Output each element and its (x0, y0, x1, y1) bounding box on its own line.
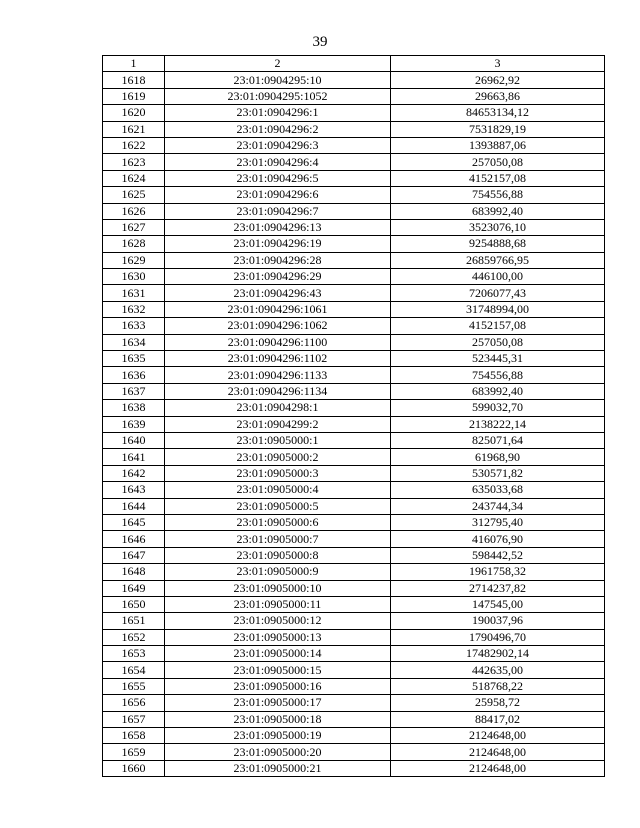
value-cell: 257050,08 (391, 334, 605, 350)
table-row (103, 711, 605, 727)
row-number-cell: 1637 (103, 383, 165, 399)
value-cell: 147545,00 (391, 596, 605, 612)
table-body (103, 72, 605, 777)
cadastral-value-table (102, 55, 605, 777)
row-number-cell: 1632 (103, 301, 165, 317)
row-number-cell: 1622 (103, 137, 165, 153)
cadastral-number-cell: 23:01:0905000:15 (165, 662, 391, 678)
row-number-cell: 1648 (103, 564, 165, 580)
value-cell: 61968,90 (391, 449, 605, 465)
row-number-cell: 1656 (103, 695, 165, 711)
table-row (103, 334, 605, 350)
table-row (103, 498, 605, 514)
table-row (103, 301, 605, 317)
table-row (103, 449, 605, 465)
column-header-3: 3 (391, 56, 605, 72)
cadastral-number-cell: 23:01:0905000:14 (165, 646, 391, 662)
row-number-cell: 1659 (103, 744, 165, 760)
table-row (103, 219, 605, 235)
value-cell: 1961758,32 (391, 564, 605, 580)
row-number-cell: 1657 (103, 711, 165, 727)
value-cell: 243744,34 (391, 498, 605, 514)
table-row (103, 432, 605, 448)
cadastral-number-cell: 23:01:0904296:43 (165, 285, 391, 301)
column-header-1: 1 (103, 56, 165, 72)
table-row (103, 285, 605, 301)
table-row (103, 236, 605, 252)
row-number-cell: 1633 (103, 318, 165, 334)
row-number-cell: 1625 (103, 187, 165, 203)
row-number-cell: 1630 (103, 269, 165, 285)
row-number-cell: 1650 (103, 596, 165, 612)
cadastral-number-cell: 23:01:0905000:11 (165, 596, 391, 612)
table-row (103, 137, 605, 153)
table-row (103, 318, 605, 334)
value-cell: 257050,08 (391, 154, 605, 170)
table-row (103, 416, 605, 432)
value-cell: 598442,52 (391, 547, 605, 563)
value-cell: 2124648,00 (391, 728, 605, 744)
row-number-cell: 1652 (103, 629, 165, 645)
value-cell: 2124648,00 (391, 760, 605, 776)
cadastral-number-cell: 23:01:0905000:3 (165, 465, 391, 481)
row-number-cell: 1619 (103, 88, 165, 104)
table-row (103, 88, 605, 104)
row-number-cell: 1641 (103, 449, 165, 465)
cadastral-number-cell: 23:01:0905000:21 (165, 760, 391, 776)
table-row (103, 547, 605, 563)
row-number-cell: 1635 (103, 351, 165, 367)
row-number-cell: 1628 (103, 236, 165, 252)
table-row (103, 154, 605, 170)
value-cell: 825071,64 (391, 432, 605, 448)
cadastral-number-cell: 23:01:0904296:28 (165, 252, 391, 268)
value-cell: 523445,31 (391, 351, 605, 367)
row-number-cell: 1651 (103, 613, 165, 629)
table-row (103, 613, 605, 629)
table-row (103, 351, 605, 367)
value-cell: 29663,86 (391, 88, 605, 104)
value-cell: 530571,82 (391, 465, 605, 481)
table-row (103, 465, 605, 481)
value-cell: 683992,40 (391, 383, 605, 399)
cadastral-number-cell: 23:01:0905000:18 (165, 711, 391, 727)
cadastral-number-cell: 23:01:0905000:8 (165, 547, 391, 563)
cadastral-number-cell: 23:01:0904296:5 (165, 170, 391, 186)
row-number-cell: 1644 (103, 498, 165, 514)
cadastral-number-cell: 23:01:0904296:1062 (165, 318, 391, 334)
row-number-cell: 1640 (103, 432, 165, 448)
value-cell: 9254888,68 (391, 236, 605, 252)
table-row (103, 252, 605, 268)
table-row (103, 514, 605, 530)
table-row (103, 72, 605, 88)
cadastral-number-cell: 23:01:0905000:20 (165, 744, 391, 760)
row-number-cell: 1660 (103, 760, 165, 776)
table-row (103, 629, 605, 645)
row-number-cell: 1639 (103, 416, 165, 432)
value-cell: 31748994,00 (391, 301, 605, 317)
cadastral-number-cell: 23:01:0905000:13 (165, 629, 391, 645)
cadastral-number-cell: 23:01:0904298:1 (165, 400, 391, 416)
cadastral-number-cell: 23:01:0904296:1061 (165, 301, 391, 317)
cadastral-number-cell: 23:01:0904296:4 (165, 154, 391, 170)
value-cell: 4152157,08 (391, 170, 605, 186)
table-row (103, 564, 605, 580)
table-row (103, 400, 605, 416)
value-cell: 446100,00 (391, 269, 605, 285)
value-cell: 1393887,06 (391, 137, 605, 153)
cadastral-number-cell: 23:01:0904296:7 (165, 203, 391, 219)
cadastral-number-cell: 23:01:0904296:1102 (165, 351, 391, 367)
cadastral-number-cell: 23:01:0905000:2 (165, 449, 391, 465)
cadastral-number-cell: 23:01:0905000:9 (165, 564, 391, 580)
value-cell: 7531829,19 (391, 121, 605, 137)
table-row (103, 367, 605, 383)
cadastral-number-cell: 23:01:0905000:6 (165, 514, 391, 530)
row-number-cell: 1627 (103, 219, 165, 235)
value-cell: 599032,70 (391, 400, 605, 416)
row-number-cell: 1629 (103, 252, 165, 268)
cadastral-number-cell: 23:01:0904299:2 (165, 416, 391, 432)
row-number-cell: 1654 (103, 662, 165, 678)
row-number-cell: 1655 (103, 678, 165, 694)
cadastral-number-cell: 23:01:0904296:1 (165, 105, 391, 121)
value-cell: 2138222,14 (391, 416, 605, 432)
value-cell: 25958,72 (391, 695, 605, 711)
cadastral-number-cell: 23:01:0904295:10 (165, 72, 391, 88)
row-number-cell: 1653 (103, 646, 165, 662)
row-number-cell: 1647 (103, 547, 165, 563)
value-cell: 1790496,70 (391, 629, 605, 645)
table-row (103, 646, 605, 662)
value-cell: 635033,68 (391, 482, 605, 498)
cadastral-number-cell: 23:01:0904296:1133 (165, 367, 391, 383)
row-number-cell: 1638 (103, 400, 165, 416)
cadastral-number-cell: 23:01:0904296:3 (165, 137, 391, 153)
row-number-cell: 1649 (103, 580, 165, 596)
row-number-cell: 1643 (103, 482, 165, 498)
row-number-cell: 1645 (103, 514, 165, 530)
row-number-cell: 1646 (103, 531, 165, 547)
row-number-cell: 1636 (103, 367, 165, 383)
value-cell: 190037,96 (391, 613, 605, 629)
table-row (103, 383, 605, 399)
row-number-cell: 1618 (103, 72, 165, 88)
value-cell: 7206077,43 (391, 285, 605, 301)
value-cell: 416076,90 (391, 531, 605, 547)
table-row (103, 187, 605, 203)
cadastral-number-cell: 23:01:0905000:5 (165, 498, 391, 514)
cadastral-number-cell: 23:01:0904296:2 (165, 121, 391, 137)
table-row (103, 760, 605, 776)
table-row (103, 121, 605, 137)
table-row (103, 170, 605, 186)
cadastral-number-cell: 23:01:0905000:19 (165, 728, 391, 744)
cadastral-number-cell: 23:01:0905000:7 (165, 531, 391, 547)
cadastral-number-cell: 23:01:0905000:4 (165, 482, 391, 498)
table-row (103, 203, 605, 219)
row-number-cell: 1631 (103, 285, 165, 301)
table-row (103, 531, 605, 547)
table-row (103, 678, 605, 694)
value-cell: 2714237,82 (391, 580, 605, 596)
cadastral-number-cell: 23:01:0905000:1 (165, 432, 391, 448)
cadastral-number-cell: 23:01:0905000:16 (165, 678, 391, 694)
table-row (103, 662, 605, 678)
cadastral-number-cell: 23:01:0905000:10 (165, 580, 391, 596)
value-cell: 26962,92 (391, 72, 605, 88)
value-cell: 442635,00 (391, 662, 605, 678)
value-cell: 3523076,10 (391, 219, 605, 235)
row-number-cell: 1658 (103, 728, 165, 744)
row-number-cell: 1626 (103, 203, 165, 219)
table-row (103, 728, 605, 744)
row-number-cell: 1624 (103, 170, 165, 186)
value-cell: 88417,02 (391, 711, 605, 727)
table-row (103, 744, 605, 760)
cadastral-number-cell: 23:01:0904295:1052 (165, 88, 391, 104)
column-header-2: 2 (165, 56, 391, 72)
value-cell: 683992,40 (391, 203, 605, 219)
value-cell: 518768,22 (391, 678, 605, 694)
cadastral-number-cell: 23:01:0904296:6 (165, 187, 391, 203)
value-cell: 26859766,95 (391, 252, 605, 268)
table-row (103, 596, 605, 612)
row-number-cell: 1620 (103, 105, 165, 121)
row-number-cell: 1621 (103, 121, 165, 137)
row-number-cell: 1623 (103, 154, 165, 170)
table-header-row (103, 56, 605, 72)
value-cell: 754556,88 (391, 367, 605, 383)
cadastral-number-cell: 23:01:0904296:1134 (165, 383, 391, 399)
page-number: 39 (312, 34, 328, 50)
cadastral-number-cell: 23:01:0905000:17 (165, 695, 391, 711)
table-row (103, 269, 605, 285)
cadastral-number-cell: 23:01:0905000:12 (165, 613, 391, 629)
cadastral-number-cell: 23:01:0904296:29 (165, 269, 391, 285)
value-cell: 4152157,08 (391, 318, 605, 334)
table-row (103, 482, 605, 498)
value-cell: 2124648,00 (391, 744, 605, 760)
table-row (103, 695, 605, 711)
value-cell: 17482902,14 (391, 646, 605, 662)
table-row (103, 105, 605, 121)
value-cell: 84653134,12 (391, 105, 605, 121)
value-cell: 312795,40 (391, 514, 605, 530)
row-number-cell: 1642 (103, 465, 165, 481)
row-number-cell: 1634 (103, 334, 165, 350)
table-row (103, 580, 605, 596)
cadastral-number-cell: 23:01:0904296:1100 (165, 334, 391, 350)
value-cell: 754556,88 (391, 187, 605, 203)
cadastral-number-cell: 23:01:0904296:13 (165, 219, 391, 235)
cadastral-number-cell: 23:01:0904296:19 (165, 236, 391, 252)
